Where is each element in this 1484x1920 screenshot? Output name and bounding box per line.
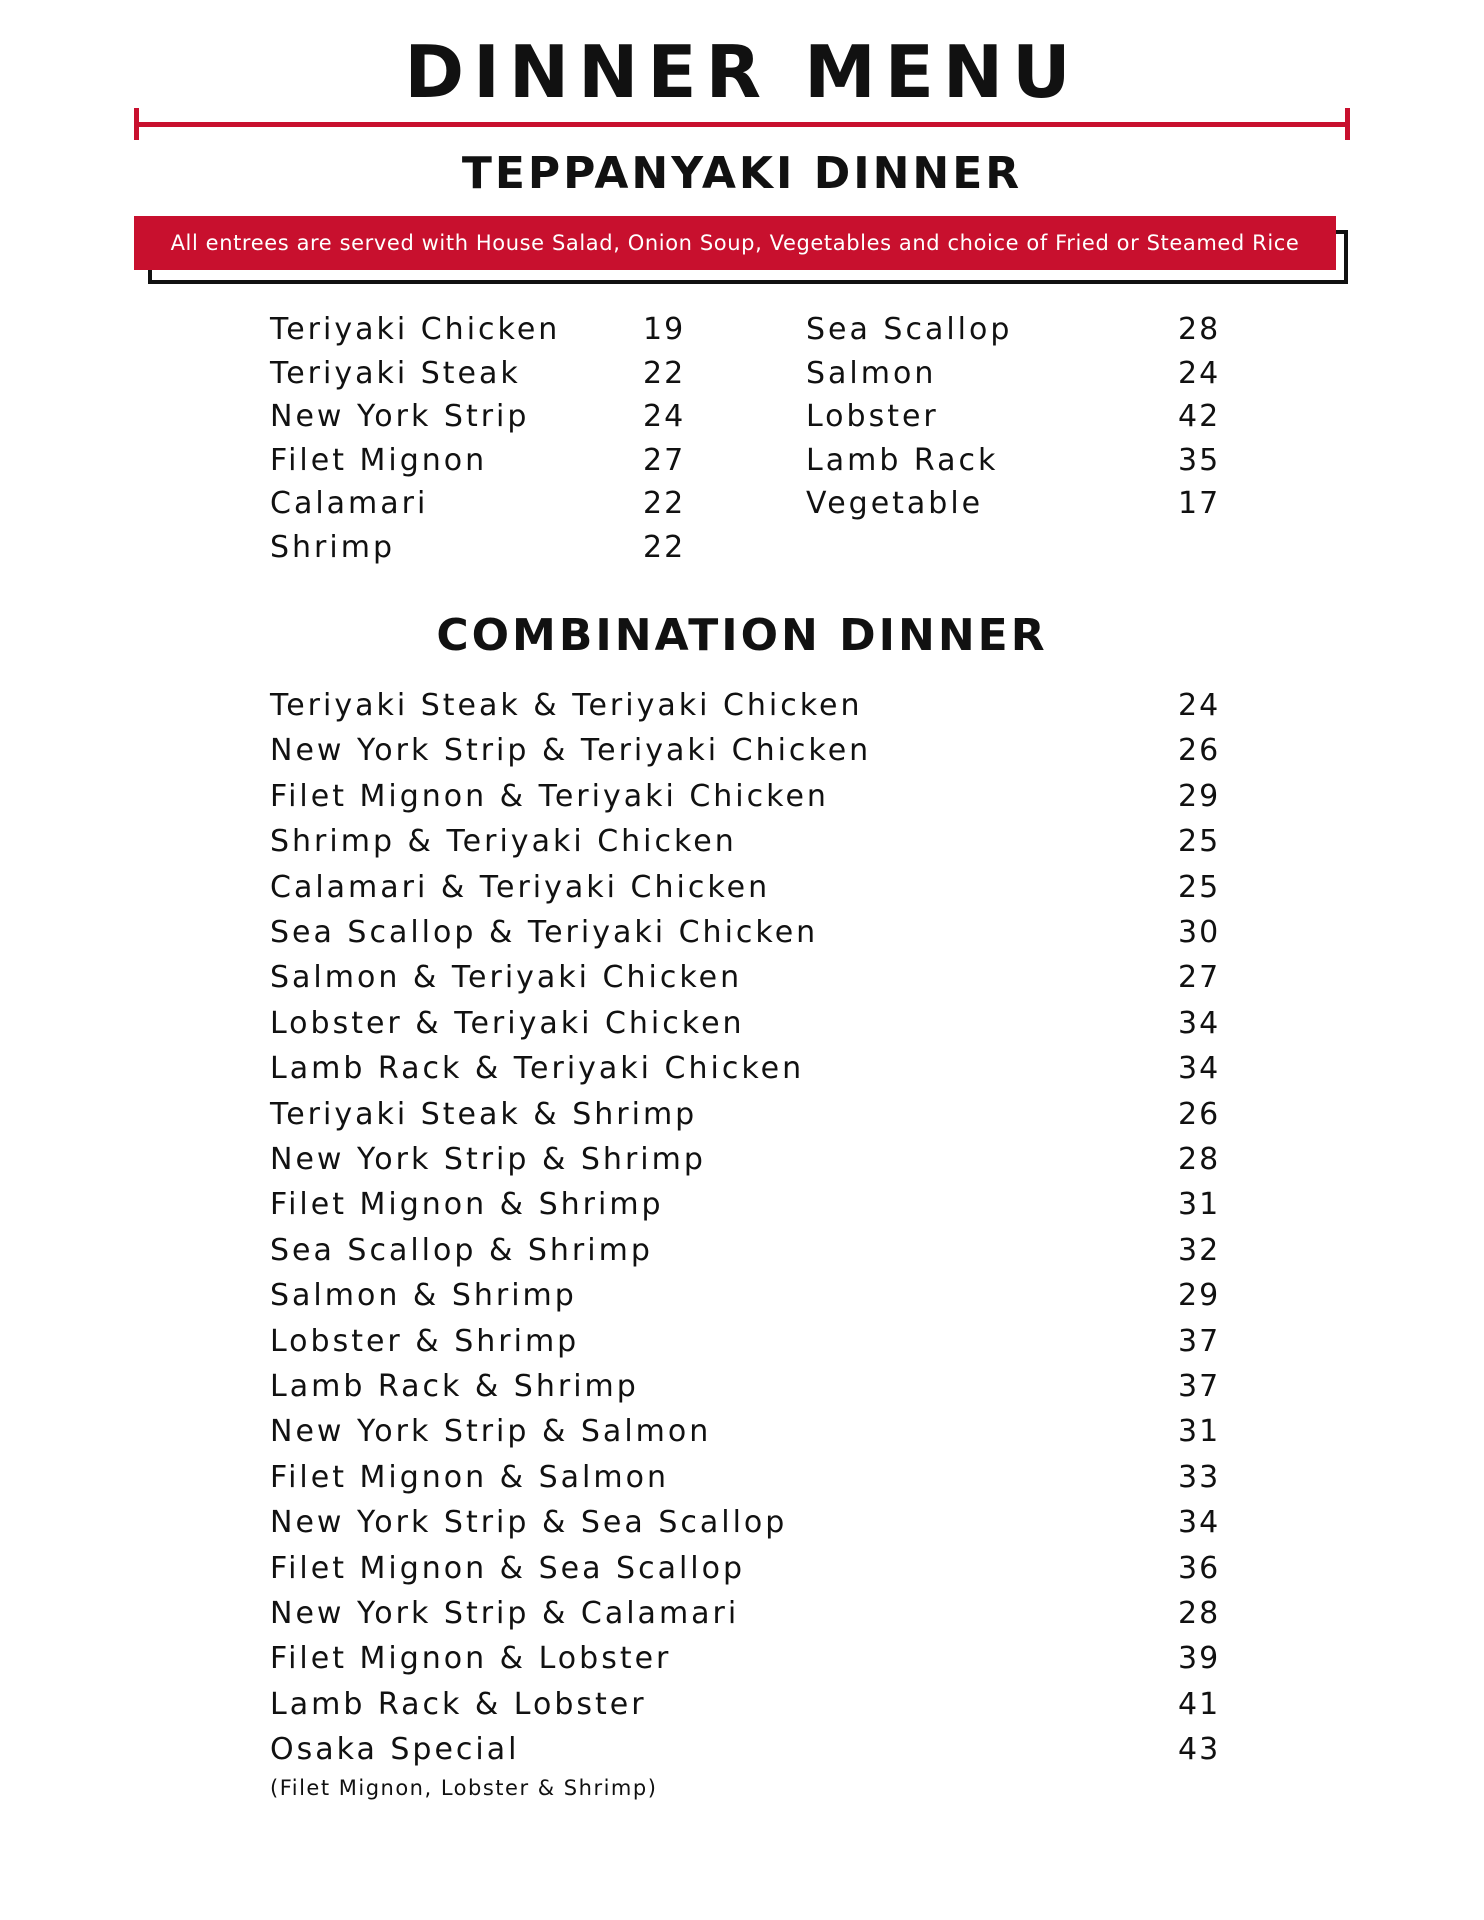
menu-item-price: 28 bbox=[1178, 1596, 1221, 1631]
menu-item-name: Calamari & Teriyaki Chicken bbox=[270, 869, 771, 905]
menu-item-name: Filet Mignon & Salmon bbox=[270, 1459, 669, 1495]
menu-item-price: 39 bbox=[1178, 1641, 1221, 1677]
menu-item-price: 27 bbox=[643, 442, 686, 478]
menu-item-price: 36 bbox=[1178, 1550, 1221, 1586]
menu-item-name: Filet Mignon & Lobster bbox=[270, 1641, 672, 1677]
menu-item-name: Sea Scallop bbox=[806, 312, 1013, 347]
menu-item-price: 25 bbox=[1178, 869, 1221, 905]
menu-item-name: Lobster & Teriyaki Chicken bbox=[270, 1005, 745, 1041]
menu-item-name: Filet Mignon & Shrimp bbox=[270, 1187, 664, 1223]
menu-item-price: 34 bbox=[1178, 1005, 1221, 1041]
menu-item-price: 25 bbox=[1178, 824, 1221, 860]
combination-heading: COMBINATION DINNER bbox=[436, 610, 1048, 661]
menu-item-price: 26 bbox=[1178, 1096, 1221, 1132]
menu-item-name: Sea Scallop & Teriyaki Chicken bbox=[270, 915, 819, 950]
menu-item-price: 28 bbox=[1178, 1142, 1221, 1177]
menu-item-price: 42 bbox=[1178, 399, 1221, 434]
menu-item-name: New York Strip & Sea Scallop bbox=[270, 1505, 788, 1541]
teppanyaki-heading: TEPPANYAKI DINNER bbox=[461, 148, 1023, 199]
menu-item-name: Salmon & Shrimp bbox=[270, 1278, 577, 1314]
menu-item-name: Filet Mignon bbox=[270, 442, 488, 478]
menu-item-price: 24 bbox=[1178, 355, 1221, 391]
menu-item-name: Lobster bbox=[806, 399, 939, 434]
menu-item-name: Calamari bbox=[270, 486, 429, 521]
menu-item-price: 28 bbox=[1178, 312, 1221, 347]
menu-item-price: 29 bbox=[1178, 778, 1221, 814]
menu-item-name: Osaka Special bbox=[270, 1732, 520, 1768]
menu-item-name: New York Strip & Shrimp bbox=[270, 1142, 706, 1177]
menu-item-name: Lamb Rack & Shrimp bbox=[270, 1369, 639, 1404]
menu-item-name: Salmon bbox=[806, 355, 937, 391]
divider-cap-right bbox=[1345, 108, 1350, 140]
menu-item-price: 31 bbox=[1178, 1414, 1221, 1450]
menu-item-price: 24 bbox=[643, 399, 686, 434]
menu-item-name: Lamb Rack bbox=[806, 442, 999, 478]
menu-item-price: 22 bbox=[643, 355, 686, 391]
menu-item-name: Lamb Rack & Teriyaki Chicken bbox=[270, 1051, 805, 1087]
menu-item-name: Salmon & Teriyaki Chicken bbox=[270, 960, 743, 996]
menu-item-price: 37 bbox=[1178, 1323, 1221, 1359]
menu-item-name: Teriyaki Steak bbox=[270, 355, 521, 391]
menu-item-price: 35 bbox=[1178, 442, 1221, 478]
menu-item-price: 30 bbox=[1178, 915, 1221, 950]
menu-item-name: Lobster & Shrimp bbox=[270, 1323, 580, 1359]
menu-item-price: 31 bbox=[1178, 1187, 1221, 1223]
menu-item-price: 43 bbox=[1178, 1732, 1221, 1768]
menu-item-price: 33 bbox=[1178, 1459, 1221, 1495]
menu-item-price: 22 bbox=[643, 486, 686, 521]
osaka-special-note: (Filet Mignon, Lobster & Shrimp) bbox=[270, 1776, 658, 1800]
menu-item-name: Shrimp bbox=[270, 529, 395, 565]
divider-cap-left bbox=[134, 108, 139, 140]
menu-item-name: Filet Mignon & Teriyaki Chicken bbox=[270, 778, 829, 814]
page-title: DINNER MENU bbox=[404, 30, 1080, 114]
menu-item-name: Lamb Rack & Lobster bbox=[270, 1686, 647, 1722]
menu-item-name: New York Strip bbox=[270, 399, 530, 434]
menu-item-name: Teriyaki Steak & Teriyaki Chicken bbox=[270, 688, 863, 723]
menu-item-price: 17 bbox=[1178, 486, 1221, 521]
menu-item-name: New York Strip & Salmon bbox=[270, 1414, 712, 1450]
menu-item-price: 41 bbox=[1178, 1686, 1221, 1722]
menu-item-price: 19 bbox=[643, 312, 686, 347]
menu-item-price: 34 bbox=[1178, 1505, 1221, 1541]
menu-item-price: 29 bbox=[1178, 1278, 1221, 1314]
menu-item-name: Sea Scallop & Shrimp bbox=[270, 1232, 653, 1268]
menu-item-price: 27 bbox=[1178, 960, 1221, 996]
menu-item-name: Teriyaki Chicken bbox=[270, 312, 561, 347]
menu-item-name: Teriyaki Steak & Shrimp bbox=[270, 1096, 698, 1132]
title-divider bbox=[136, 122, 1350, 127]
menu-item-name: Shrimp & Teriyaki Chicken bbox=[270, 824, 737, 860]
menu-item-price: 22 bbox=[643, 529, 686, 565]
menu-item-price: 37 bbox=[1178, 1369, 1221, 1404]
menu-item-name: Filet Mignon & Sea Scallop bbox=[270, 1550, 746, 1586]
sides-banner: All entrees are served with House Salad, Onion Soup, Vegetables and choice of Fried or Steamed Rice bbox=[134, 216, 1336, 270]
menu-item-name: New York Strip & Calamari bbox=[270, 1596, 740, 1631]
menu-item-price: 34 bbox=[1178, 1051, 1221, 1087]
menu-item-name: Vegetable bbox=[806, 486, 984, 521]
menu-item-price: 32 bbox=[1178, 1232, 1221, 1268]
menu-item-price: 24 bbox=[1178, 688, 1221, 723]
menu-item-name: New York Strip & Teriyaki Chicken bbox=[270, 733, 872, 769]
menu-item-price: 26 bbox=[1178, 733, 1221, 769]
